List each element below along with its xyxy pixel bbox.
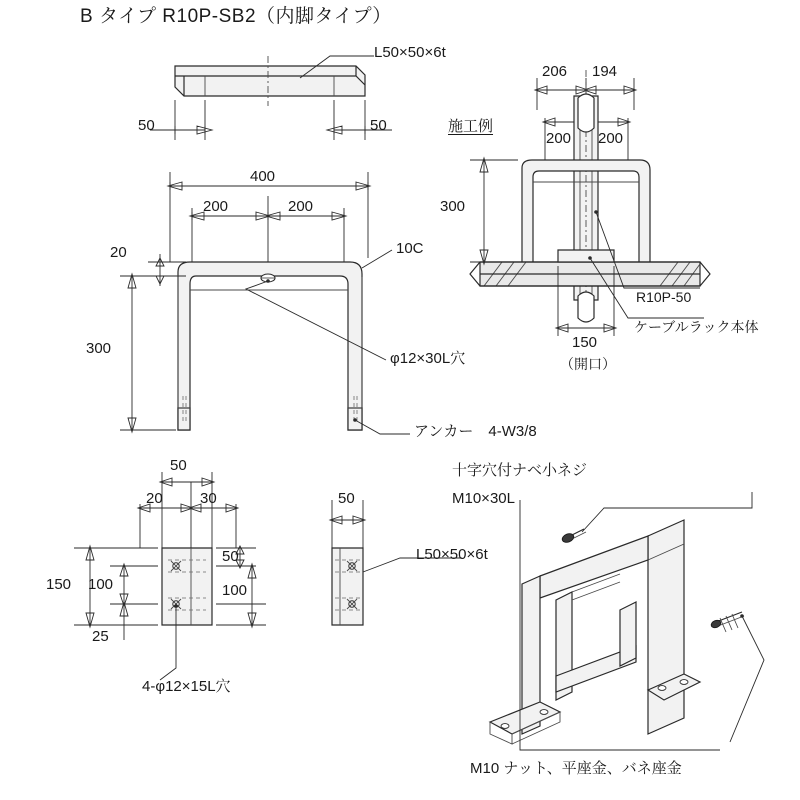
dim-50-plate: 50 — [170, 457, 187, 474]
dim-200-left: 200 — [203, 198, 229, 215]
dim-25-plate: 25 — [92, 628, 109, 645]
label-4phi12-15l: 4-φ12×15L穴 — [142, 678, 231, 695]
dim-top-left-50: 50 — [138, 117, 155, 134]
label-angle-top: L50×50×6t — [374, 44, 446, 61]
dim-50-plate-right: 50 — [222, 548, 239, 565]
dim-300: 300 — [86, 340, 112, 357]
label-anchor: アンカー 4-W3/8 — [414, 423, 537, 440]
dim-50-side: 50 — [338, 490, 355, 507]
dim-top-right-50: 50 — [370, 117, 387, 134]
top-view-plan — [175, 56, 365, 106]
leader-10c — [362, 250, 392, 268]
label-r10p50: R10P-50 — [636, 289, 692, 305]
dim-150: 150 — [572, 334, 598, 351]
dim-100-plate: 100 — [88, 576, 114, 593]
label-opening: （開口） — [560, 356, 616, 372]
label-install-example: 施工例 — [448, 118, 494, 135]
dim-194: 194 — [592, 63, 618, 80]
label-nut-set: M10 ナット、平座金、バネ座金 — [470, 760, 682, 777]
leader-hole-phi12 — [246, 281, 386, 360]
dim-30-plate: 30 — [200, 490, 217, 507]
dim-400: 400 — [250, 168, 276, 185]
label-screw-title: 十字穴付ナベ小ネジ — [452, 462, 588, 479]
dim-20: 20 — [110, 244, 127, 261]
label-10c: 10C — [396, 240, 424, 257]
label-angle-side: L50×50×6t — [416, 546, 488, 563]
leader-screw — [582, 492, 752, 532]
isometric-assembly — [490, 492, 764, 750]
dim-100-plate-right: 100 — [222, 582, 248, 599]
bolt-nut-right — [710, 612, 744, 632]
dim-206: 206 — [542, 63, 568, 80]
dim-300-right: 300 — [440, 198, 466, 215]
leader-nut — [730, 616, 764, 742]
leader-anchor — [355, 420, 410, 434]
label-hole-phi12-30l: φ12×30L穴 — [390, 350, 466, 367]
top-view-dims — [150, 100, 392, 140]
dim-20-plate: 20 — [146, 490, 163, 507]
label-screw-size: M10×30L — [452, 490, 515, 507]
dim-300-front — [120, 274, 176, 432]
page-title: B タイプ R10P-SB2（内脚タイプ） — [80, 6, 392, 27]
dim-200-right: 200 — [288, 198, 314, 215]
dim-200-b: 200 — [598, 130, 624, 147]
dim-150-plate: 150 — [46, 576, 72, 593]
label-rack-body: ケーブルラック本体 — [634, 319, 759, 335]
dim-200-a: 200 — [546, 130, 572, 147]
